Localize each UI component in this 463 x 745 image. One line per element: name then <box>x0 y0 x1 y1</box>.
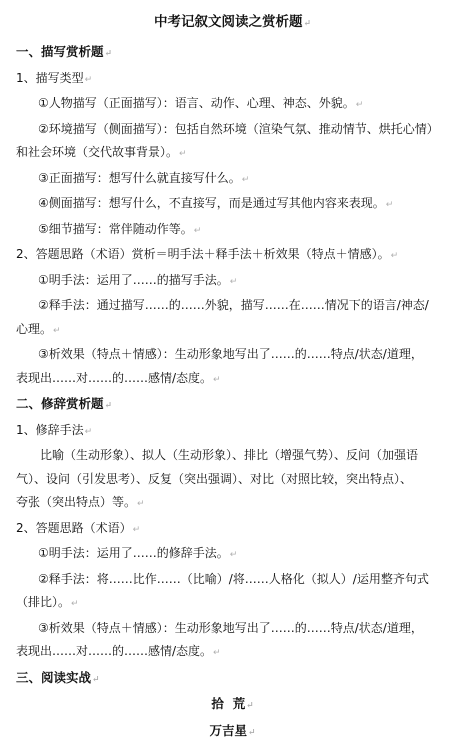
subsection-heading-description-types: 1、描写类型↵ <box>16 67 449 93</box>
article-author: 万吉星↵ <box>16 719 449 745</box>
list-item: ④侧面描写：想写什么，不直接写，而是通过写其他内容来表现。↵ <box>16 192 449 218</box>
list-item: ③正面描写：想写什么就直接写什么。↵ <box>16 167 449 193</box>
paragraph-mark-icon: ↵ <box>386 200 394 210</box>
list-item: ①明手法：运用了……的描写手法。↵ <box>16 269 449 295</box>
paragraph-line: 气）、设问（引发思考）、反复（突出强调）、对比（对照比较，突出特点）、 <box>16 468 449 492</box>
paragraph-mark-icon: ↵ <box>213 375 221 385</box>
list-item-continuation: 表现出……对……的……感情/态度。↵ <box>16 367 449 393</box>
list-item: ③析效果（特点＋情感）：生动形象地写出了……的……特点/状态/道理， <box>16 617 449 641</box>
paragraph-mark-icon: ↵ <box>85 75 93 85</box>
paragraph-mark-icon: ↵ <box>242 175 250 185</box>
list-item-continuation: 心理。↵ <box>16 318 449 344</box>
paragraph-mark-icon: ↵ <box>303 19 311 29</box>
subsection-heading-answer-approach-2: 2、答题思路（术语）↵ <box>16 517 449 543</box>
list-item: ②释手法：通过描写……的……外貌，描写……在……情况下的语言/神态/ <box>16 294 449 318</box>
list-item: ③析效果（特点＋情感）：生动形象地写出了……的……特点/状态/道理， <box>16 343 449 367</box>
subsection-heading-rhetoric-devices: 1、修辞手法↵ <box>16 419 449 445</box>
list-item: ①明手法：运用了……的修辞手法。↵ <box>16 542 449 568</box>
paragraph-mark-icon: ↵ <box>71 599 79 609</box>
article-title: 拾 荒↵ <box>16 692 449 719</box>
paragraph-mark-icon: ↵ <box>230 277 238 287</box>
paragraph-mark-icon: ↵ <box>246 701 254 711</box>
list-item: ②环境描写（侧面描写）：包括自然环境（渲染气氛、推动情节、烘托心情） <box>16 118 449 142</box>
paragraph-mark-icon: ↵ <box>85 427 93 437</box>
paragraph-mark-icon: ↵ <box>105 401 113 411</box>
paragraph-mark-icon: ↵ <box>230 550 238 560</box>
list-item: ⑤细节描写：常伴随动作等。↵ <box>16 218 449 244</box>
list-item: ①人物描写（正面描写）：语言、动作、心理、神态、外貌。↵ <box>16 92 449 118</box>
section-heading-rhetoric: 二、修辞赏析题↵ <box>16 392 449 419</box>
paragraph-mark-icon: ↵ <box>194 226 202 236</box>
list-item-continuation: 表现出……对……的……感情/态度。↵ <box>16 640 449 666</box>
paragraph-mark-icon: ↵ <box>53 326 61 336</box>
document-title <box>16 10 449 36</box>
paragraph-mark-icon: ↵ <box>248 728 256 738</box>
section-heading-practice: 三、阅读实战↵ <box>16 666 449 693</box>
list-item-continuation: （排比）。↵ <box>16 591 449 617</box>
paragraph-line: 夸张（突出特点）等。↵ <box>16 491 449 517</box>
paragraph-line: 比喻（生动形象）、拟人（生动形象）、排比（增强气势）、反问（加强语 <box>16 444 449 468</box>
title-text: 中考记叙文阅读之赏析题 <box>154 14 303 30</box>
paragraph-mark-icon: ↵ <box>391 251 399 261</box>
paragraph-mark-icon: ↵ <box>137 499 145 509</box>
paragraph-mark-icon: ↵ <box>105 49 113 59</box>
list-item: ②释手法：将……比作……（比喻）/将……人格化（拟人）/运用整齐句式 <box>16 568 449 592</box>
section-heading-description: 一、描写赏析题↵ <box>16 40 449 67</box>
paragraph-mark-icon: ↵ <box>213 648 221 658</box>
list-item-continuation: 和社会环境（交代故事背景）。↵ <box>16 141 449 167</box>
paragraph-mark-icon: ↵ <box>179 149 187 159</box>
paragraph-mark-icon: ↵ <box>356 100 364 110</box>
paragraph-mark-icon: ↵ <box>133 525 141 535</box>
paragraph-mark-icon: ↵ <box>92 675 100 685</box>
subsection-heading-answer-approach: 2、答题思路（术语）赏析＝明手法＋释手法＋析效果（特点＋情感）。↵ <box>16 243 449 269</box>
